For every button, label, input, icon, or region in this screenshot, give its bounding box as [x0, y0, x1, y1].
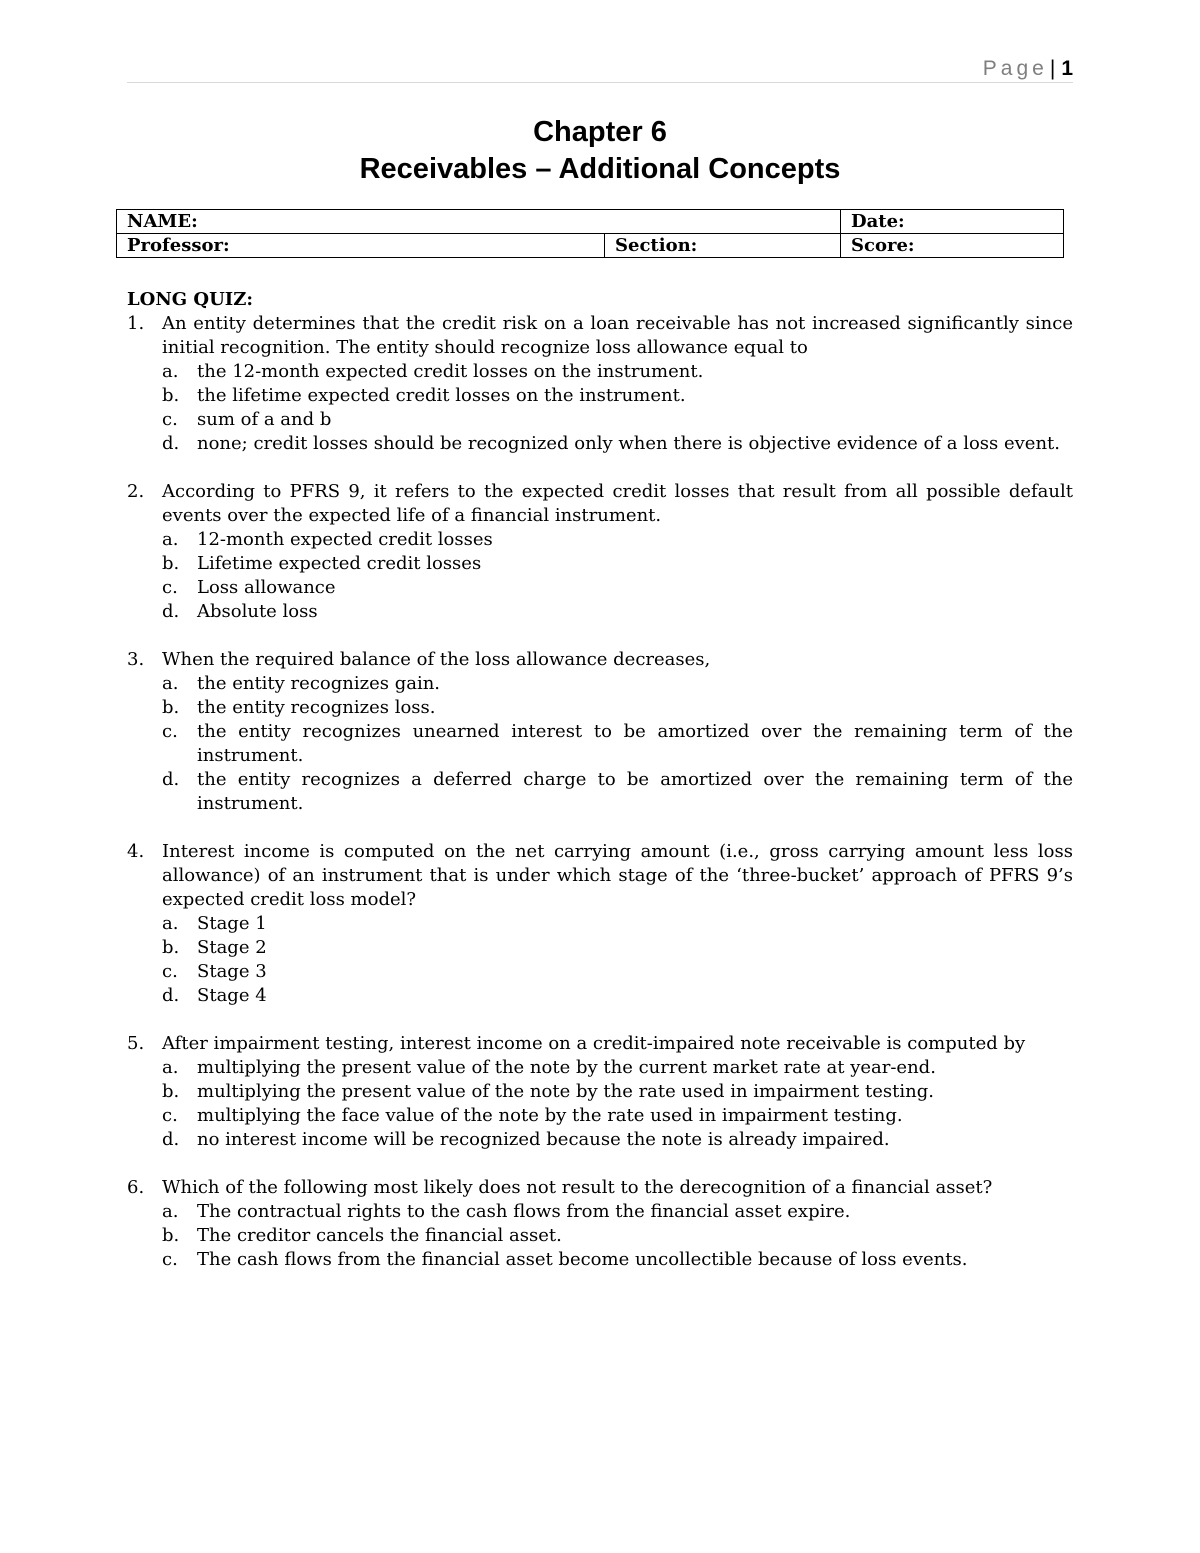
option-letter: a. [162, 673, 179, 694]
option-text: Stage 1 [197, 913, 267, 934]
option-letter: d. [162, 769, 180, 790]
quiz-heading: LONG QUIZ: [127, 289, 254, 310]
score-label: Score: [851, 234, 915, 256]
option-text: Stage 2 [197, 937, 267, 958]
option-list [162, 1056, 1073, 1152]
question-number: 3. [127, 649, 145, 670]
option-text: the 12-month expected credit losses on the instrument. [197, 361, 704, 382]
option-text: no interest income will be recognized because the note is already impaired. [197, 1129, 890, 1150]
score-field[interactable] [841, 234, 1064, 258]
answer-option [162, 1224, 1073, 1248]
option-text: multiplying the present value of the note by the rate used in impairment testing. [197, 1081, 934, 1102]
question-item [127, 648, 1073, 816]
option-text: Stage 4 [197, 985, 267, 1006]
option-text: the entity recognizes unearned interest to be amortized over the remaining term of the instrument. [197, 721, 1073, 766]
answer-option [162, 696, 1073, 720]
option-letter: b. [162, 553, 180, 574]
professor-label: Professor: [127, 234, 230, 256]
option-letter: c. [162, 409, 178, 430]
question-number: 6. [127, 1177, 145, 1198]
option-list [162, 912, 1073, 1008]
option-letter: a. [162, 1057, 179, 1078]
question-row [127, 840, 1073, 912]
question-row [127, 648, 1073, 672]
answer-option [162, 1080, 1073, 1104]
answer-option [162, 1128, 1073, 1152]
answer-option [162, 912, 1073, 936]
option-letter: b. [162, 1225, 180, 1246]
question-text: Which of the following most likely does not result to the derecognition of a financial asset? [162, 1177, 993, 1198]
option-text: Loss allowance [197, 577, 336, 598]
answer-option [162, 600, 1073, 624]
answer-option [162, 960, 1073, 984]
option-text: the entity recognizes gain. [197, 673, 441, 694]
option-letter: b. [162, 697, 180, 718]
option-text: Stage 3 [197, 961, 267, 982]
option-list [162, 360, 1073, 456]
date-label: Date: [851, 210, 905, 232]
option-letter: d. [162, 985, 180, 1006]
option-letter: c. [162, 1249, 178, 1270]
page-header [127, 56, 1073, 83]
option-letter: a. [162, 529, 179, 550]
option-list [162, 672, 1073, 816]
question-row [127, 480, 1073, 528]
question-number: 4. [127, 841, 145, 862]
answer-option [162, 1056, 1073, 1080]
page-separator: | [1049, 57, 1056, 80]
answer-option [162, 432, 1073, 456]
question-text: An entity determines that the credit risk on a loan receivable has not increased significantly since initial recognition. The entity should recognize loss allowance equal to [162, 313, 1073, 358]
option-text: The creditor cancels the financial asset. [197, 1225, 562, 1246]
answer-option [162, 672, 1073, 696]
option-text: 12-month expected credit losses [197, 529, 493, 550]
question-item [127, 312, 1073, 456]
option-text: multiplying the present value of the note by the current market rate at year-end. [197, 1057, 936, 1078]
page-number: 1 [1061, 57, 1073, 80]
name-field[interactable] [117, 210, 841, 234]
option-letter: c. [162, 721, 178, 742]
professor-field[interactable] [117, 234, 605, 258]
question-item [127, 1032, 1073, 1152]
section-label: Section: [615, 234, 698, 256]
answer-option [162, 384, 1073, 408]
option-text: sum of a and b [197, 409, 332, 430]
option-text: the entity recognizes loss. [197, 697, 436, 718]
question-number: 2. [127, 481, 145, 502]
question-row [127, 1176, 1073, 1200]
answer-option [162, 528, 1073, 552]
question-text: When the required balance of the loss allowance decreases, [162, 649, 711, 670]
option-letter: a. [162, 361, 179, 382]
question-text: After impairment testing, interest income on a credit-impaired note receivable is computed by [162, 1033, 1026, 1054]
option-letter: a. [162, 913, 179, 934]
question-row [127, 1032, 1073, 1056]
option-text: the lifetime expected credit losses on the instrument. [197, 385, 686, 406]
section-field[interactable] [605, 234, 841, 258]
answer-option [162, 936, 1073, 960]
answer-option [162, 552, 1073, 576]
name-label: NAME: [127, 210, 198, 232]
option-list [162, 528, 1073, 624]
option-text: the entity recognizes a deferred charge to be amortized over the remaining term of the instrument. [197, 769, 1073, 814]
question-row [127, 312, 1073, 360]
option-text: The contractual rights to the cash flows from the financial asset expire. [197, 1201, 851, 1222]
option-text: The cash flows from the financial asset become uncollectible because of loss events. [197, 1249, 968, 1270]
answer-option [162, 1248, 1073, 1272]
question-item [127, 480, 1073, 624]
option-text: Lifetime expected credit losses [197, 553, 482, 574]
answer-option [162, 984, 1073, 1008]
option-text: multiplying the face value of the note by the rate used in impairment testing. [197, 1105, 903, 1126]
quiz-section [127, 288, 1073, 1296]
option-letter: d. [162, 433, 180, 454]
answer-option [162, 408, 1073, 432]
chapter-subtitle: Receivables – Additional Concepts [359, 153, 841, 185]
option-text: none; credit losses should be recognized only when there is objective evidence of a loss event. [197, 433, 1061, 454]
option-text: Absolute loss [197, 601, 318, 622]
option-letter: b. [162, 385, 180, 406]
answer-option [162, 768, 1073, 816]
option-list [162, 1200, 1073, 1272]
option-letter: d. [162, 601, 180, 622]
answer-option [162, 1104, 1073, 1128]
option-letter: a. [162, 1201, 179, 1222]
answer-option [162, 576, 1073, 600]
page-indicator [983, 56, 1073, 82]
date-field[interactable] [841, 210, 1064, 234]
page-label: Page [982, 57, 1048, 80]
question-number: 1. [127, 313, 145, 334]
question-text: According to PFRS 9, it refers to the expected credit losses that result from all possible default events over the expected life of a financial instrument. [162, 481, 1073, 526]
option-letter: c. [162, 577, 178, 598]
answer-option [162, 360, 1073, 384]
student-info-table [116, 209, 1064, 258]
chapter-title: Chapter 6 [533, 116, 667, 148]
question-item [127, 1176, 1073, 1272]
question-number: 5. [127, 1033, 145, 1054]
option-letter: b. [162, 937, 180, 958]
option-letter: c. [162, 1105, 178, 1126]
option-letter: d. [162, 1129, 180, 1150]
question-text: Interest income is computed on the net carrying amount (i.e., gross carrying amount less loss allowance) of an instrument that is under which stage of the ‘three-bucket’ approach of PFRS 9’s expected credit loss model? [162, 841, 1073, 910]
answer-option [162, 1200, 1073, 1224]
option-letter: c. [162, 961, 178, 982]
option-letter: b. [162, 1081, 180, 1102]
answer-option [162, 720, 1073, 768]
question-list [127, 312, 1073, 1272]
question-item [127, 840, 1073, 1008]
